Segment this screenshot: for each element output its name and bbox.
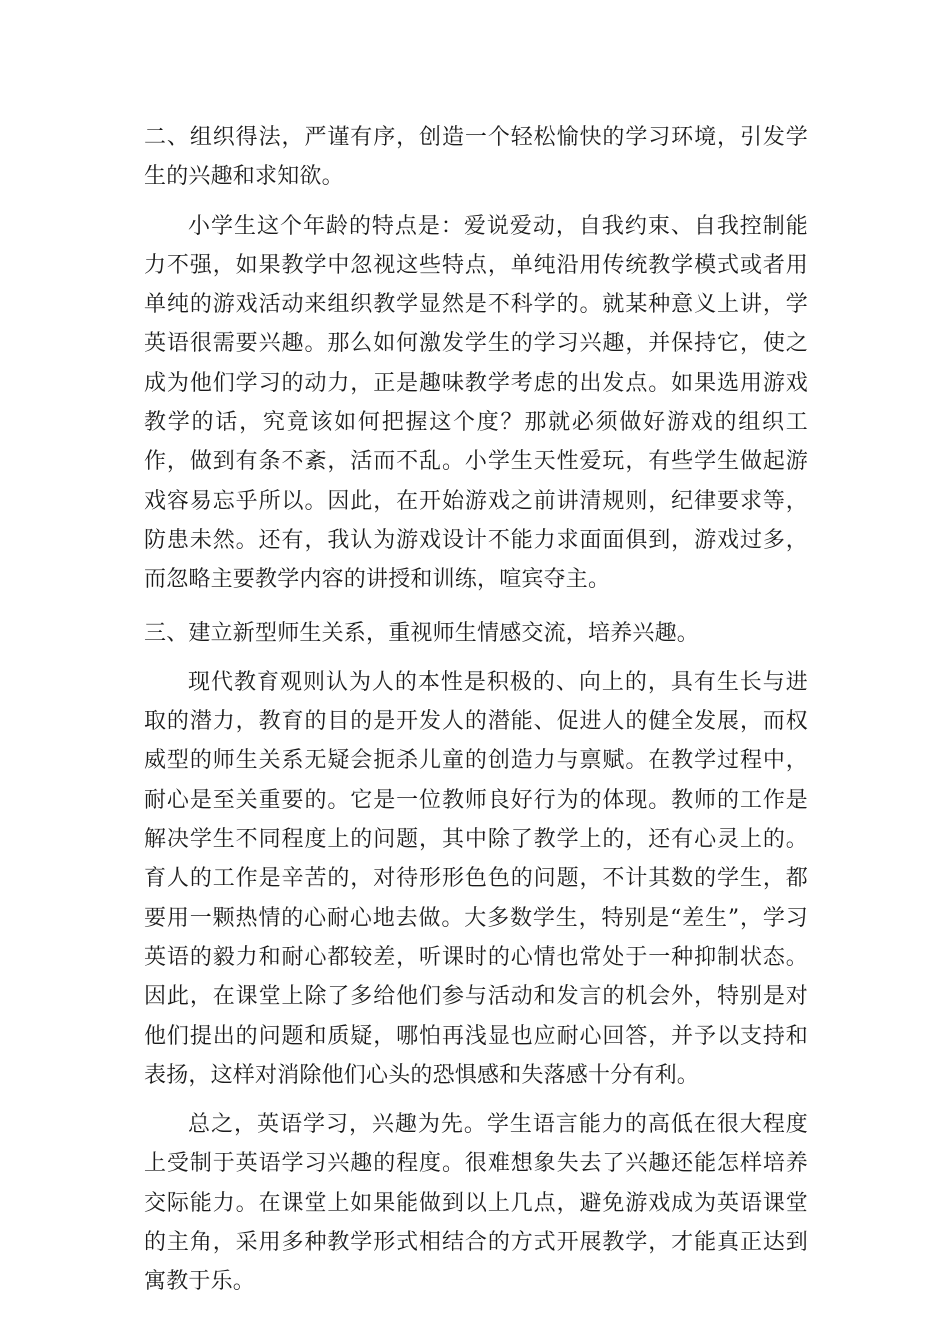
conclusion-paragraph: 总之，英语学习，兴趣为先。学生语言能力的高低在很大程度上受制于英语学习兴趣的程度。很难想象失去了兴趣还能怎样培养交际能力。在课堂上如果能做到以上几点，避免游戏成为英语课堂的主角，采用多种教学形式相结合的方式开展教学，才能真正达到寓教于乐。 <box>144 1112 808 1295</box>
section-heading-3: 三、建立新型师生关系，重视师生情感交流，培养兴趣。 <box>144 620 700 646</box>
section-body-3: 现代教育观则认为人的本性是积极的、向上的，具有生长与进取的潜力，教育的目的是开发人的潜能、促进人的健全发展，而权威型的师生关系无疑会扼杀儿童的创造力与禀赋。在教学过程中，耐心是至关重要的。它是一位教师良好行为的体现。教师的工作是解决学生不同程度上的问题，其中除了教学上的，还有心灵上的。育人的工作是辛苦的，对待形形色色的问题，不计其数的学生，都要用一颗热情的心耐心地去做。大多数学生，特别是“差生”，学习英语的毅力和耐心都较差，听课时的心情也常处于一种抑制状态。因此，在课堂上除了多给他们参与活动和发言的机会外，特别是对他们提出的问题和质疑，哪怕再浅显也应耐心回答，并予以支持和表扬，这样对消除他们心头的恐惧感和失落感十分有利。 <box>144 669 808 1088</box>
document-page <box>144 118 808 1302</box>
section-heading-2: 二、组织得法，严谨有序，创造一个轻松愉快的学习环境，引发学生的兴趣和求知欲。 <box>144 125 808 190</box>
section-body-2: 小学生这个年龄的特点是：爱说爱动，自我约束、自我控制能力不强，如果教学中忽视这些特点，单纯沿用传统教学模式或者用单纯的游戏活动来组织教学显然是不科学的。就某种意义上讲，学英语很需要兴趣。那么如何激发学生的学习兴趣，并保持它，使之成为他们学习的动力，正是趣味教学考虑的出发点。如果选用游戏教学的话，究竟该如何把握这个度？那就必须做好游戏的组织工作，做到有条不紊，活而不乱。小学生天性爱玩，有些学生做起游戏容易忘乎所以。因此，在开始游戏之前讲清规则，纪律要求等，防患未然。还有，我认为游戏设计不能力求面面俱到，游戏过多，而忽略主要教学内容的讲授和训练，喧宾夺主。 <box>144 213 808 593</box>
